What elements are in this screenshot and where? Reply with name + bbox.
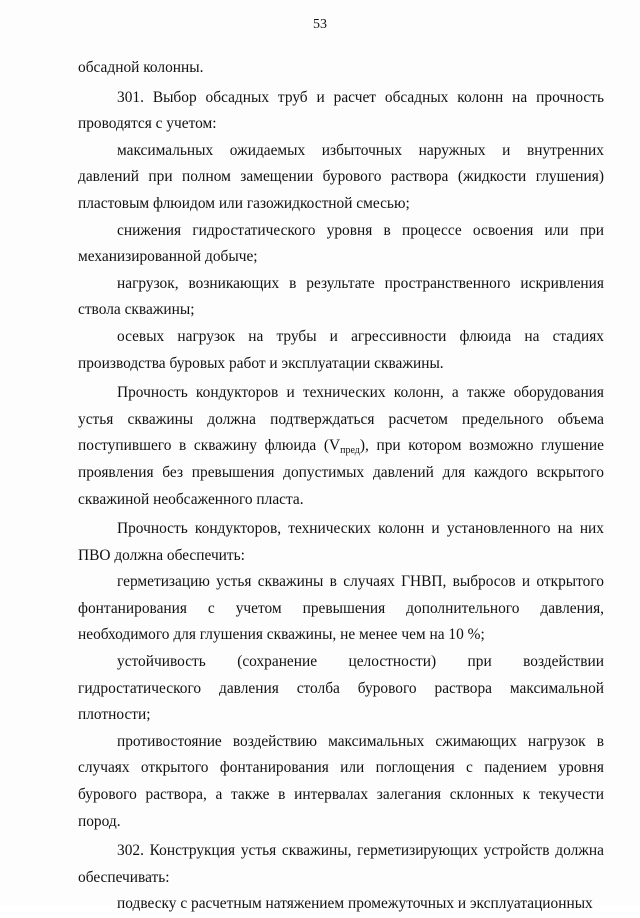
paragraph-continuation: обсадной колонны.	[78, 59, 204, 76]
list-item-pressures: максимальных ожидаемых избыточных наружных и внутренних давлений при полном замещении бурового раствора (жидкости глушения) пластовым флюидом или газожидкостной смесью;	[78, 141, 604, 212]
paragraph-strength-bop: Прочность кондукторов, технических колонн и установленного на них ПВО должна обеспечить:	[78, 520, 604, 564]
list-item-compression: противостояние воздействию максимальных сжимающих нагрузок в случаях открытого фонтанирования или поглощения с падением уровня бурового раствора, а также в интервалах залегания склонных к текучести пород.	[78, 732, 604, 830]
list-item-stability: устойчивость (сохранение целостности) при воздействии гидростатического давления столба бурового раствора максимальной плотности;	[78, 653, 604, 724]
paragraph-clause-301: 301. Выбор обсадных труб и расчет обсадных колонн на прочность проводятся с учетом:	[78, 88, 604, 133]
paragraph-strength-conductors	[78, 380, 604, 513]
list-item-suspension: подвеску с расчетным натяжением промежуточных и эксплуатационных	[117, 895, 593, 913]
paragraph-text-after: ), при котором возможно глушение проявления без превышения допустимых давлений для каждого вскрытого скважиной необсаженного пласта.	[78, 437, 604, 508]
paragraph-clause-302: 302. Конструкция устья скважины, герметизирующих устройств должна обеспечивать:	[78, 842, 604, 886]
list-item-hydrostatic-level: снижения гидростатического уровня в процессе освоения или при механизированной добыче;	[78, 221, 604, 266]
list-item-curvature-loads: нагрузок, возникающих в результате пространственного искривления ствола скважины;	[78, 274, 604, 319]
document-body	[78, 55, 604, 918]
list-item-axial-loads: осевых нагрузок на трубы и агрессивности флюида на стадиях производства буровых работ и эксплуатации скважины.	[78, 327, 604, 372]
paragraph-text-before: Прочность кондукторов и технических колонн, а также оборудования устья скважины должна подтверждаться расчетом предельного объема поступившего в скважину флюида (V	[78, 384, 604, 455]
subscript-pred: пред	[340, 445, 360, 457]
list-item-sealing: герметизацию устья скважины в случаях ГНВП, выбросов и открытого фонтанирования с учетом превышения дополнительного давления, необходимого для глушения скважины, не менее чем на 10 %;	[78, 573, 604, 644]
page-number: 53	[313, 17, 327, 32]
